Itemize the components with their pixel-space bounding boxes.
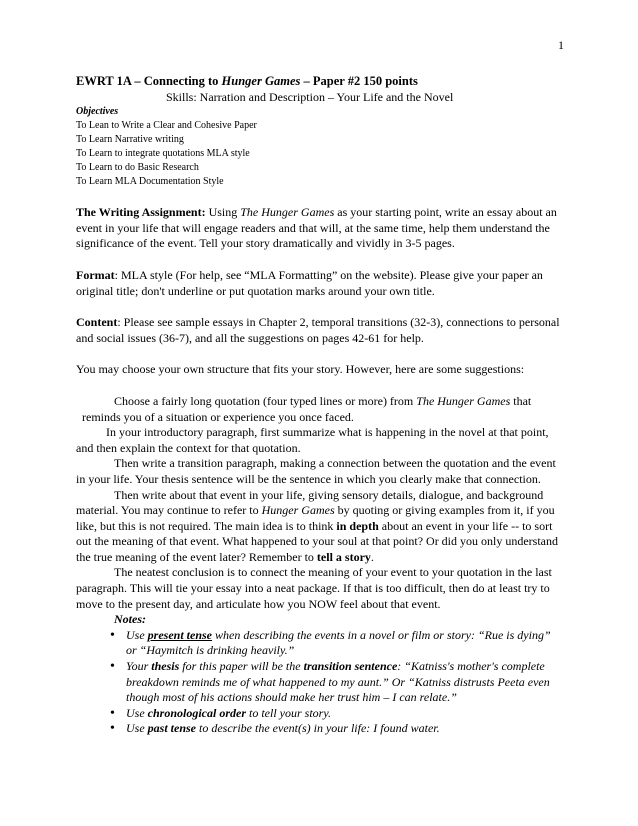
document-title: EWRT 1A – Connecting to Hunger Games – Paper #2 150 points [76, 74, 418, 88]
format-paragraph: Format: MLA style (For help, see “MLA Formatting” on the website). Please give your paper an original title; don't underline or put quotation marks around your own title. [76, 267, 543, 298]
objective-item: To Lean to Write a Clear and Cohesive Paper [76, 120, 257, 132]
objective-item: To Learn to integrate quotations MLA style [76, 148, 250, 160]
content-paragraph: Content: Please see sample essays in Chapter 2, temporal transitions (32-3), connections to personal and social issues (36-7), and all the suggestions on pages 42-61 for help. [76, 315, 560, 345]
suggestion-paragraph-2: In your introductory paragraph, first summarize what is happening in the novel at that point, and then explain the context for that quotation. [76, 425, 549, 455]
suggestion-paragraph-3: Then write a transition paragraph, making a connection between the quotation and the event in your life. Your thesis sentence will be the sentence in which you clearly make that connection. [76, 456, 556, 486]
suggestion-paragraph-1-cont: reminds you of a situation or experience you once faced. [82, 409, 354, 424]
note-item: • Your thesis for this paper will be the transition sentence: “Katniss's mother's complete breakdown reminds me of what happened to my aunt.” Or “Katniss distrusts Peeta even though most of his actions should make her trust him – I can relate.” [112, 659, 562, 706]
objective-item: To Learn Narrative writing [76, 134, 184, 146]
suggestion-paragraph-4: Then write about that event in your life, giving sensory details, dialogue, and background material. You may continue to refer to Hunger Games by quoting or giving examples from it, if you like, but this is not required. The main idea is to think in depth about an event in your life -- to sort out the meaning of that event. What happened to your soul at that point? Or did you only understand the true meaning of the event later? Remember to tell a story. [76, 487, 559, 564]
note-item: • Use chronological order to tell your story. [112, 706, 562, 722]
page-number: 1 [558, 38, 564, 52]
writing-assignment-paragraph: The Writing Assignment: Using The Hunger Games as your starting point, write an essay about an event in your life that will engage readers and that will, at the same time, help them understand the significance of the event. Tell your story dramatically and vividly in 3-5 pages. [76, 205, 557, 251]
objectives-list [76, 105, 562, 189]
objectives-heading: Objectives [76, 106, 119, 118]
objective-item: To Learn MLA Documentation Style [76, 176, 224, 188]
suggestion-paragraph-5: The neatest conclusion is to connect the meaning of your event to your quotation in the last paragraph. This will tie your essay into a neat package. If that is too difficult, then do at least try to move to the present day, and articulate how you NOW feel about that event. [76, 565, 552, 611]
document-body [76, 74, 562, 737]
note-item: • Use past tense to describe the event(s) in your life: I found water. [112, 721, 562, 737]
notes-list [76, 628, 562, 737]
suggestion-paragraph-1: Choose a fairly long quotation (four typed lines or more) from The Hunger Games that [114, 393, 532, 408]
objective-item: To Learn to do Basic Research [76, 162, 199, 174]
note-item: • Use present tense when describing the events in a novel or film or story: “Rue is dying” or “Haymitch is drinking heavily.” [112, 628, 562, 659]
notes-heading: Notes: [114, 612, 146, 627]
structure-intro: You may choose your own structure that fits your story. However, here are some suggestions: [76, 362, 525, 377]
skills-line: Skills: Narration and Description – Your Life and the Novel [166, 89, 454, 104]
